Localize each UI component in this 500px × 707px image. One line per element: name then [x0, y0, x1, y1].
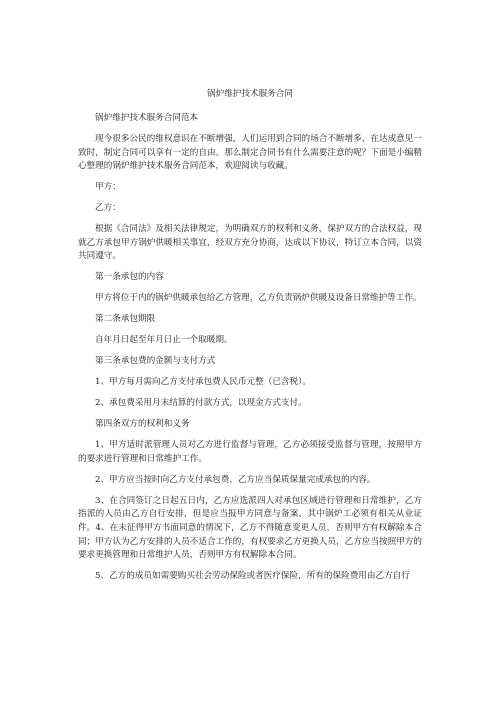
paragraph-subtitle: 锅炉维护技术服务合同范本: [95, 113, 199, 123]
article-4-item-5: 5、乙方的成员如需要购买社会劳动保险或者医疗保险，所有的保险费用由乙方自行: [95, 571, 410, 582]
article-2-heading: 第二条承包期限: [95, 314, 156, 325]
article-4-heading: 第四条双方的权利和义务: [95, 419, 190, 430]
article-4-item-2: 2、甲方应当按时向乙方支付承包费，乙方应当保质保量完成承包的内容。: [95, 474, 376, 485]
article-3-item-2: 2、承包费采用月末结算的付款方式，以现金方式支付。: [95, 398, 307, 409]
article-4-item-3-4: 3、在合同签订之日起五日内，乙方应选派四人对承包区域进行管理和日常维护，乙方指派的人员由乙方自行安排，但是应当报甲方同意与备案，其中锅炉工必须有相关从业证件。4、在未征得甲方书面同意的情况下，乙方不得随意变更人员，否则甲方有权解除本合同；甲方认为乙方安排的人员不适合工作的，有权要求乙方更换人员，乙方应当按照甲方的要求更换管理和日常维护人员，否则甲方有权解除本合同。: [78, 495, 422, 561]
document-title: 锅炉维护技术服务合同: [207, 89, 293, 99]
article-2-body: 自年月日起至年月日止一个取暖期。: [95, 335, 233, 346]
article-1-body: 甲方将位于内的锅炉供暖承包给乙方管理，乙方负责锅炉供暖及设备日常维护等工作。: [95, 293, 422, 304]
article-4-item-1: 1、甲方适时派管理人员对乙方进行监督与管理，乙方必须接受监督与管理，按照甲方的要求进行管理和日常维护工作。: [78, 440, 422, 464]
party-b-line: 乙方：: [95, 203, 121, 214]
article-3-heading: 第三条承包费的金额与支付方式: [95, 356, 216, 367]
party-a-line: 甲方：: [95, 182, 121, 193]
article-1-heading: 第一条承包的内容: [95, 272, 164, 283]
article-3-item-1: 1、甲方每月需向乙方支付承包费人民币元整（已含税）。: [95, 377, 312, 388]
paragraph-preamble: 根据《合同法》及相关法律规定，为明确双方的权利和义务，保护双方的合法权益，现就乙方承包甲方锅炉供暖相关事宜，经双方充分协商，达成以下协议，特订立本合同，以资共同遵守。: [78, 224, 422, 262]
paragraph-intro: 现今很多公民的维权意识在不断增强，人们运用到合同的场合不断增多，在达成意见一致时，制定合同可以享有一定的自由。那么制定合同书有什么需要注意的呢？下面是小编精心整理的锅炉维护技术服务合同范本，欢迎阅读与收藏。: [78, 133, 422, 172]
